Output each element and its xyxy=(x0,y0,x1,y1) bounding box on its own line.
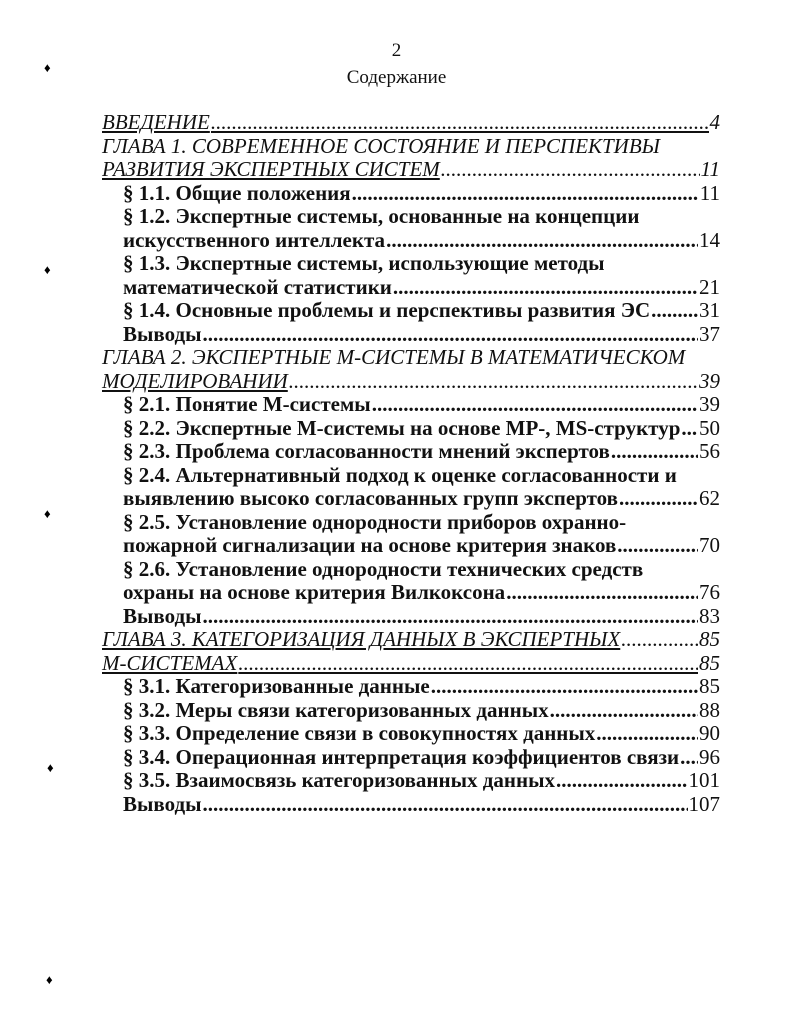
scan-speck: ♦ xyxy=(44,60,51,75)
scan-speck: ♦ xyxy=(46,972,53,987)
toc-entry-title: выявлению высоко согласованных групп экспертов xyxy=(123,486,618,510)
toc-entry-page: 39 xyxy=(699,392,720,416)
toc-entry-title: охраны на основе критерия Вилкоксона xyxy=(123,580,506,604)
toc-entry-title: § 3.2. Меры связи категоризованных данных xyxy=(123,697,549,722)
toc-entry-title: § 2.1. Понятие М-системы xyxy=(123,392,371,416)
toc-entry-page: 11 xyxy=(699,180,720,205)
toc-section-2-3[interactable] xyxy=(102,440,720,464)
toc-entry-title: Выводы xyxy=(123,603,202,628)
toc-entry-page: 4 xyxy=(709,110,720,134)
toc-entry-page: 37 xyxy=(699,321,720,346)
toc-entry-title: § 1.4. Основные проблемы и перспективы развития ЭС xyxy=(123,298,651,322)
scan-speck: ♦ xyxy=(44,262,51,277)
toc-entry-page: 101 xyxy=(688,768,720,792)
toc-section-2-4[interactable] xyxy=(102,487,720,511)
toc-entry-page: 56 xyxy=(699,439,720,463)
toc-section-1-1[interactable] xyxy=(102,182,720,206)
toc-entry-page: 14 xyxy=(699,227,720,252)
toc-entry-title: § 3.4. Операционная интерпретация коэффициентов связи xyxy=(123,744,680,769)
toc-entry-title: § 2.3. Проблема согласованности мнений экспертов xyxy=(123,439,610,463)
scan-speck: ♦ xyxy=(44,506,51,521)
toc-entry-title: § 1.1. Общие положения xyxy=(123,180,351,205)
table-of-contents xyxy=(102,111,720,816)
toc-section-1-2[interactable] xyxy=(102,229,720,253)
toc-entry-page: 70 xyxy=(699,533,720,557)
toc-section-3-5[interactable] xyxy=(102,769,720,793)
toc-entry-title: пожарной сигнализации на основе критерия знаков xyxy=(123,533,617,557)
toc-entry-page: 62 xyxy=(699,486,720,510)
toc-entry-title: ВВЕДЕНИЕ xyxy=(102,110,210,134)
toc-entry-title: математической статистики xyxy=(123,274,392,299)
toc-entry-page: 50 xyxy=(699,415,720,440)
toc-section-2-5[interactable] xyxy=(102,534,720,558)
toc-section-3-4[interactable] xyxy=(102,746,720,770)
toc-entry-page: 11 xyxy=(700,157,720,181)
toc-entry-title: РАЗВИТИЯ ЭКСПЕРТНЫХ СИСТЕМ xyxy=(102,157,440,181)
toc-section-2-6[interactable] xyxy=(102,581,720,605)
page-number: 2 xyxy=(391,40,402,61)
toc-entry-page: 85 xyxy=(699,674,720,698)
toc-entry-title: ГЛАВА 3. КАТЕГОРИЗАЦИЯ ДАННЫХ В ЭКСПЕРТНЫХ xyxy=(102,627,621,651)
toc-entry-page: 88 xyxy=(699,697,720,722)
toc-entry-title: Выводы xyxy=(123,791,202,816)
toc-entry-title: искусственного интеллекта xyxy=(123,227,386,252)
toc-conclusions-3[interactable] xyxy=(102,793,720,817)
toc-entry-title: § 3.1. Категоризованные данные xyxy=(123,674,430,698)
toc-section-1-2-line[interactable]: § 1.2. Экспертные системы, основанные на концепции xyxy=(123,204,640,228)
toc-chapter-3-title[interactable] xyxy=(102,628,720,652)
toc-entry-title: МОДЕЛИРОВАНИИ xyxy=(102,368,288,393)
toc-entry-page: 107 xyxy=(688,791,720,816)
toc-entry-page: 21 xyxy=(699,274,720,299)
toc-entry-title: Выводы xyxy=(123,321,202,346)
toc-heading: Содержание xyxy=(346,67,447,88)
toc-chapter-2-title[interactable]: ГЛАВА 2. ЭКСПЕРТНЫЕ М-СИСТЕМЫ В МАТЕМАТИЧЕСКОМ xyxy=(102,345,686,369)
toc-section-2-5-line[interactable]: § 2.5. Установление однородности приборов охранно- xyxy=(123,509,627,534)
scan-speck: ♦ xyxy=(47,760,54,775)
toc-entry-title: § 3.3. Определение связи в совокупностях данных xyxy=(123,721,596,745)
toc-entry-page: 83 xyxy=(699,603,720,628)
toc-section-2-1[interactable] xyxy=(102,393,720,417)
toc-section-2-2[interactable] xyxy=(102,417,720,441)
toc-entry-title: § 2.2. Экспертные М-системы на основе MP-, MS-структур xyxy=(123,415,681,440)
toc-section-3-2[interactable] xyxy=(102,699,720,723)
toc-conclusions-1[interactable] xyxy=(102,323,720,347)
toc-chapter-1-title[interactable]: ГЛАВА 1. СОВРЕМЕННОЕ СОСТОЯНИЕ И ПЕРСПЕКТИВЫ xyxy=(102,133,660,158)
toc-chapter-2[interactable] xyxy=(102,370,720,394)
toc-chapter-1[interactable] xyxy=(102,158,720,182)
toc-section-3-3[interactable] xyxy=(102,722,720,746)
toc-entry-page: 96 xyxy=(699,744,720,769)
toc-entry-title: М-СИСТЕМАХ xyxy=(102,650,238,675)
toc-section-2-6-line[interactable]: § 2.6. Установление однородности технических средств xyxy=(123,556,644,581)
toc-entry-introduction[interactable] xyxy=(102,111,720,135)
toc-entry-page: 31 xyxy=(699,298,720,322)
toc-entry-page: 85 xyxy=(699,627,720,651)
toc-chapter-3[interactable] xyxy=(102,652,720,676)
toc-section-2-4-line[interactable]: § 2.4. Альтернативный подход к оценке согласованности и xyxy=(123,462,677,487)
toc-entry-page: 85 xyxy=(699,650,720,675)
toc-section-3-1[interactable] xyxy=(102,675,720,699)
toc-entry-page: 39 xyxy=(699,368,720,393)
toc-section-1-3-line[interactable]: § 1.3. Экспертные системы, использующие методы xyxy=(123,251,605,275)
toc-section-1-3[interactable] xyxy=(102,276,720,300)
toc-section-1-4[interactable] xyxy=(102,299,720,323)
toc-entry-page: 90 xyxy=(699,721,720,745)
toc-conclusions-2[interactable] xyxy=(102,605,720,629)
toc-entry-page: 76 xyxy=(699,580,720,604)
toc-entry-title: § 3.5. Взаимосвязь категоризованных данных xyxy=(123,768,555,792)
